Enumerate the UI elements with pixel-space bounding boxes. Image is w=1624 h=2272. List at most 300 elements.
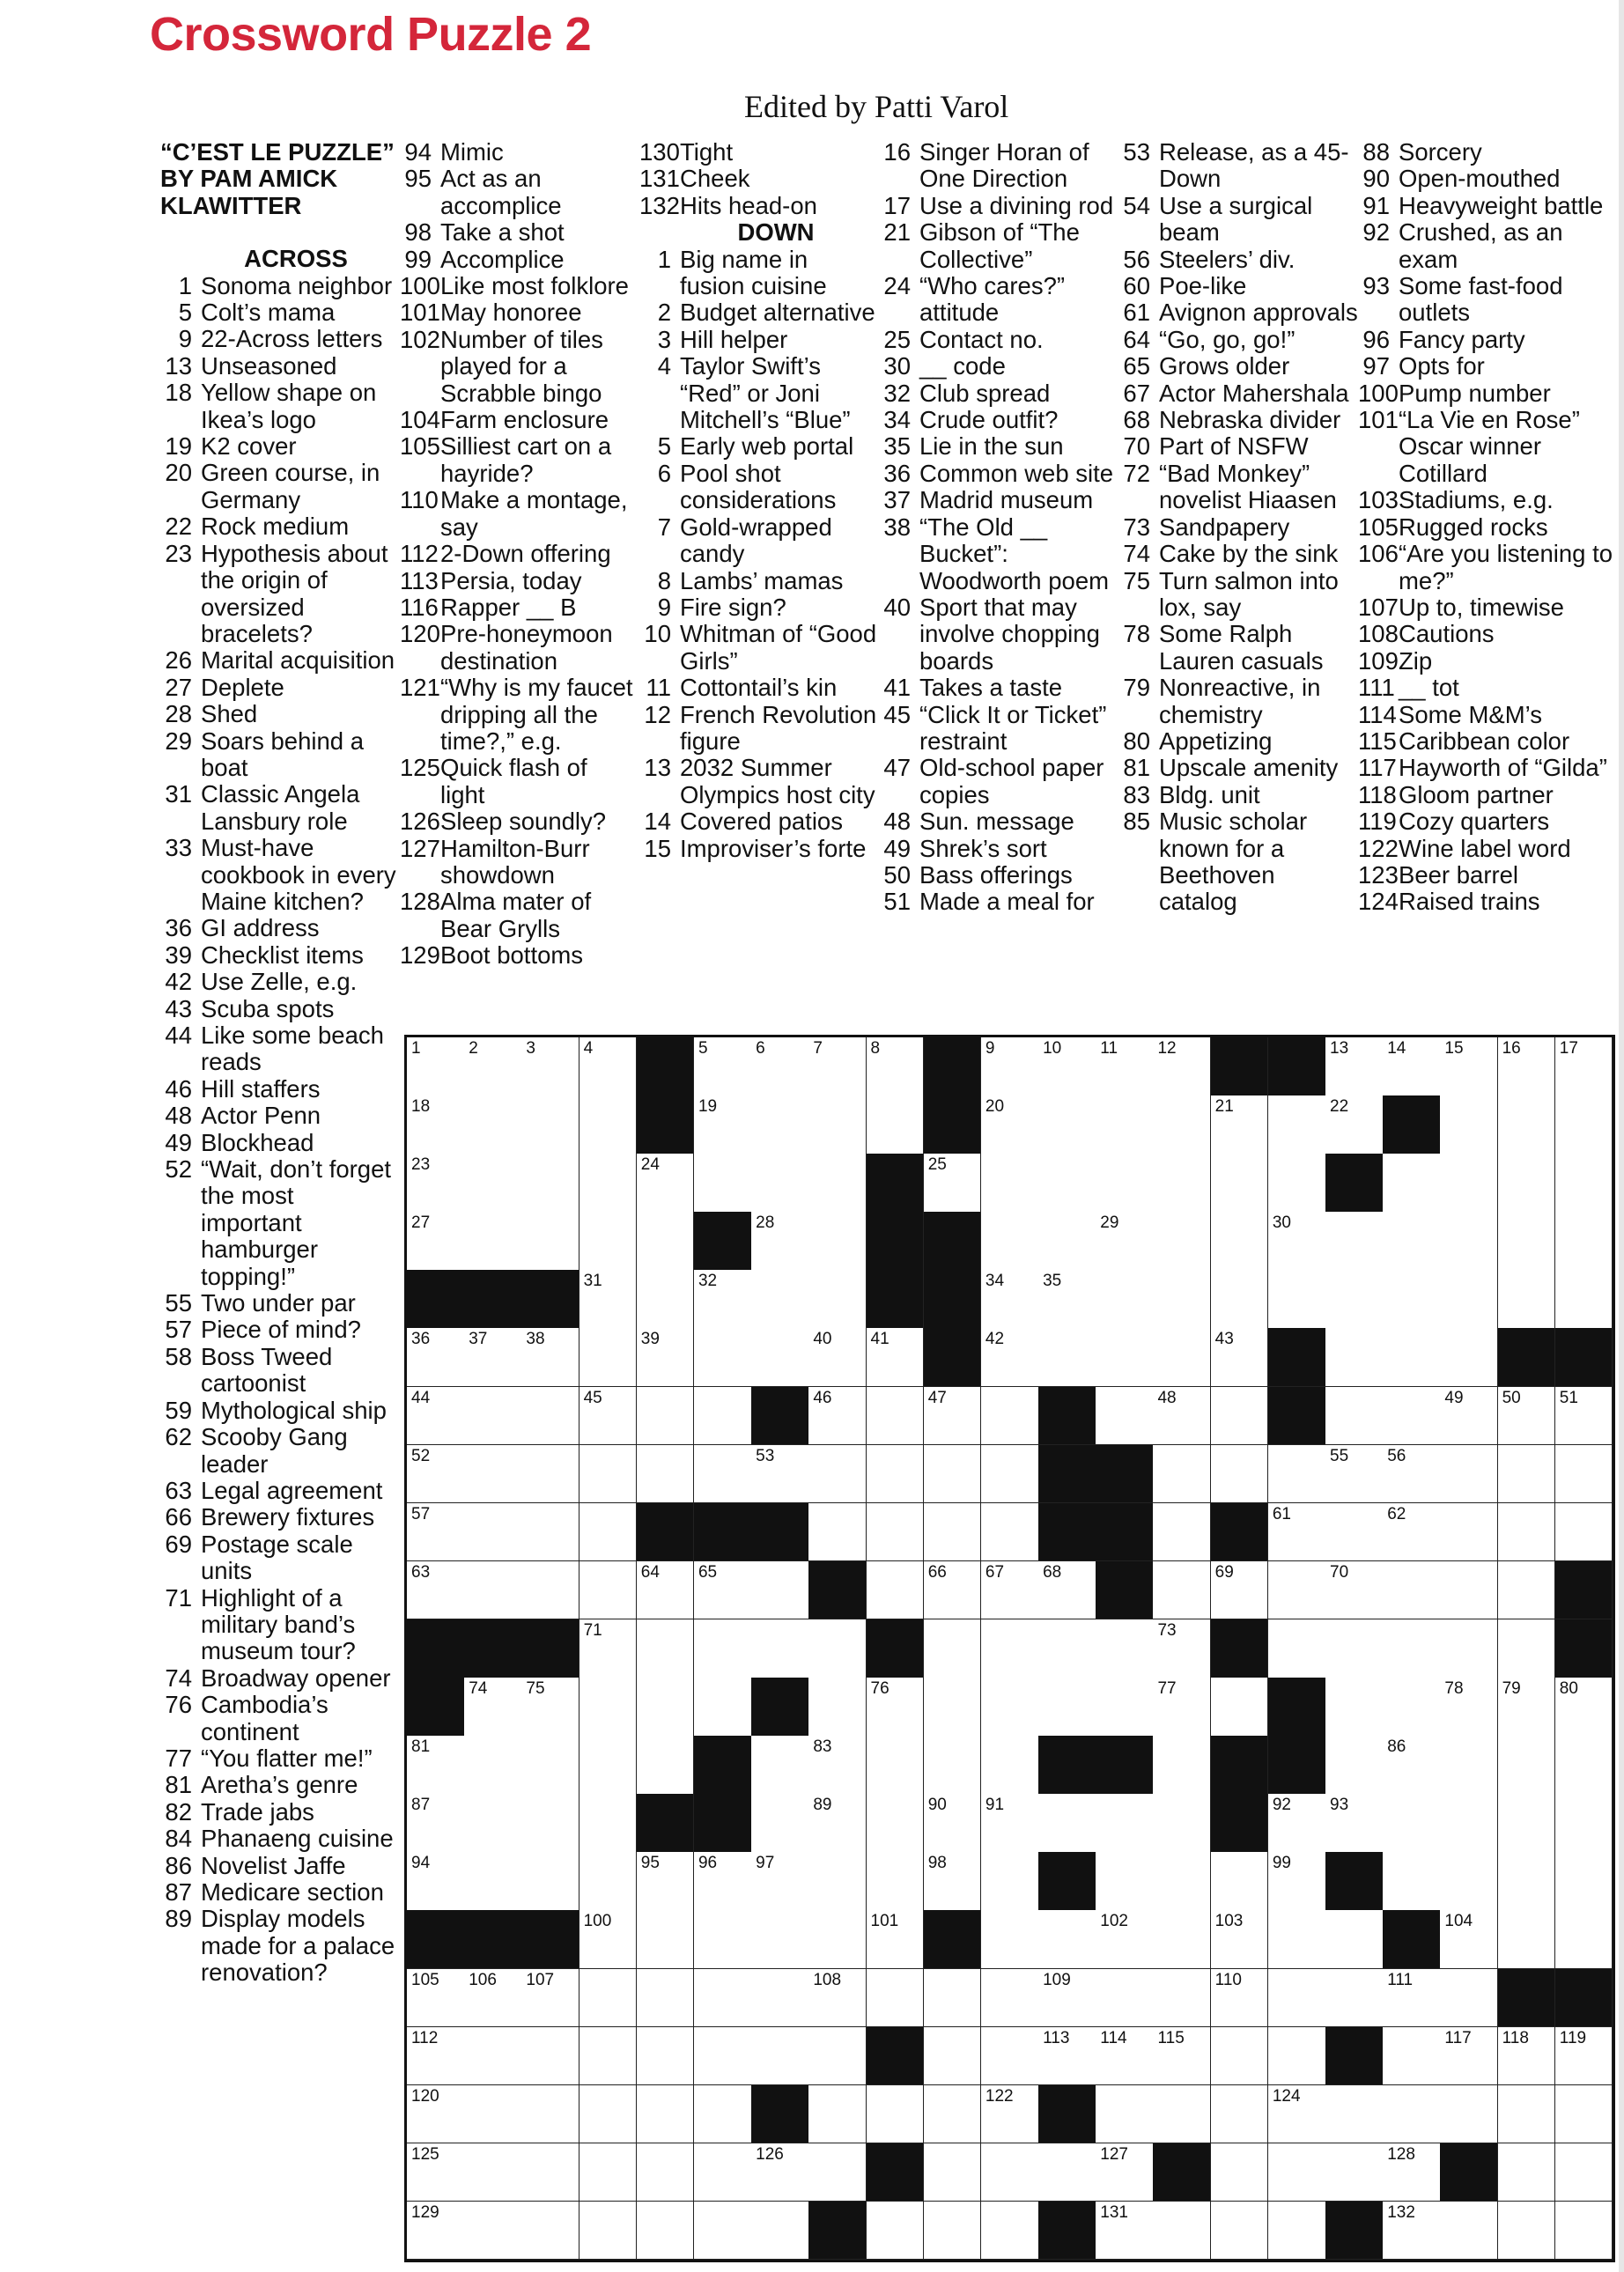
grid-cell[interactable]	[521, 1678, 579, 1737]
grid-cell[interactable]	[1096, 1095, 1154, 1154]
grid-cell[interactable]	[1498, 2027, 1556, 2086]
grid-cell[interactable]	[1325, 1736, 1384, 1795]
grid-cell[interactable]	[867, 1503, 925, 1562]
grid-cell[interactable]	[1440, 1852, 1498, 1911]
grid-cell[interactable]	[579, 1619, 638, 1678]
grid-cell[interactable]	[1268, 1212, 1326, 1271]
grid-cell[interactable]	[637, 1270, 695, 1329]
grid-cell[interactable]	[1211, 1910, 1269, 1969]
grid-cell[interactable]	[981, 1619, 1039, 1678]
grid-cell[interactable]	[1498, 2143, 1556, 2202]
grid-cell[interactable]	[1096, 2202, 1154, 2261]
grid-cell[interactable]	[808, 1445, 867, 1504]
grid-cell[interactable]	[1383, 2027, 1441, 2086]
grid-cell[interactable]	[924, 1561, 982, 1620]
grid-cell[interactable]	[1268, 2085, 1326, 2144]
grid-cell[interactable]	[751, 1794, 809, 1853]
grid-cell[interactable]	[1498, 1852, 1556, 1911]
grid-cell[interactable]	[464, 1212, 522, 1271]
grid-cell[interactable]	[1153, 2202, 1211, 2261]
grid-cell[interactable]	[981, 1037, 1039, 1096]
grid-cell[interactable]	[1038, 1154, 1096, 1213]
crossword-grid[interactable]	[404, 1035, 1615, 2262]
grid-cell[interactable]	[579, 1969, 638, 2028]
grid-cell[interactable]	[1498, 1736, 1556, 1795]
grid-cell[interactable]	[521, 2085, 579, 2144]
grid-cell[interactable]	[924, 1969, 982, 2028]
grid-cell[interactable]	[464, 1095, 522, 1154]
grid-cell[interactable]	[867, 1328, 925, 1387]
grid-cell[interactable]	[1498, 1794, 1556, 1853]
grid-cell[interactable]	[751, 1910, 809, 1969]
grid-cell[interactable]	[1211, 2143, 1269, 2202]
grid-cell[interactable]	[867, 1794, 925, 1853]
grid-cell[interactable]	[808, 2027, 867, 2086]
grid-cell[interactable]	[1383, 2202, 1441, 2261]
grid-cell[interactable]	[579, 1270, 638, 1329]
grid-cell[interactable]	[1440, 2027, 1498, 2086]
grid-cell[interactable]	[694, 1678, 752, 1737]
grid-cell[interactable]	[1440, 1387, 1498, 1446]
grid-cell[interactable]	[1211, 2085, 1269, 2144]
grid-cell[interactable]	[981, 1095, 1039, 1154]
grid-cell[interactable]	[1153, 1445, 1211, 1504]
grid-cell[interactable]	[1211, 1212, 1269, 1271]
grid-cell[interactable]	[637, 1736, 695, 1795]
grid-cell[interactable]	[1440, 1619, 1498, 1678]
grid-cell[interactable]	[1038, 1910, 1096, 1969]
grid-cell[interactable]	[1211, 1270, 1269, 1329]
grid-cell[interactable]	[464, 1154, 522, 1213]
grid-cell[interactable]	[1153, 1678, 1211, 1737]
grid-cell[interactable]	[1211, 1154, 1269, 1213]
grid-cell[interactable]	[1038, 1678, 1096, 1737]
grid-cell[interactable]	[694, 2143, 752, 2202]
grid-cell[interactable]	[1268, 1619, 1326, 1678]
grid-cell[interactable]	[1268, 1910, 1326, 1969]
grid-cell[interactable]	[751, 1852, 809, 1911]
grid-cell[interactable]	[637, 1561, 695, 1620]
grid-cell[interactable]	[1383, 1561, 1441, 1620]
grid-cell[interactable]	[1383, 1445, 1441, 1504]
grid-cell[interactable]	[1325, 1969, 1384, 2028]
grid-cell[interactable]	[1383, 1328, 1441, 1387]
grid-cell[interactable]	[981, 1794, 1039, 1853]
grid-cell[interactable]	[1153, 1969, 1211, 2028]
grid-cell[interactable]	[407, 2027, 465, 2086]
grid-cell[interactable]	[981, 2202, 1039, 2261]
grid-cell[interactable]	[981, 1270, 1039, 1329]
grid-cell[interactable]	[808, 1212, 867, 1271]
grid-cell[interactable]	[808, 1969, 867, 2028]
grid-cell[interactable]	[924, 1794, 982, 1853]
grid-cell[interactable]	[521, 1794, 579, 1853]
grid-cell[interactable]	[1383, 1270, 1441, 1329]
grid-cell[interactable]	[1440, 1736, 1498, 1795]
grid-cell[interactable]	[751, 1212, 809, 1271]
grid-cell[interactable]	[1555, 1794, 1613, 1853]
grid-cell[interactable]	[867, 1561, 925, 1620]
grid-cell[interactable]	[1498, 1154, 1556, 1213]
grid-cell[interactable]	[1325, 1503, 1384, 1562]
grid-cell[interactable]	[981, 2143, 1039, 2202]
grid-cell[interactable]	[521, 1154, 579, 1213]
grid-cell[interactable]	[407, 1328, 465, 1387]
grid-cell[interactable]	[924, 1503, 982, 1562]
grid-cell[interactable]	[694, 1619, 752, 1678]
grid-cell[interactable]	[407, 1969, 465, 2028]
grid-cell[interactable]	[1268, 1445, 1326, 1504]
grid-cell[interactable]	[464, 1037, 522, 1096]
grid-cell[interactable]	[867, 1095, 925, 1154]
grid-cell[interactable]	[867, 2085, 925, 2144]
grid-cell[interactable]	[867, 1445, 925, 1504]
grid-cell[interactable]	[637, 1387, 695, 1446]
grid-cell[interactable]	[1038, 1328, 1096, 1387]
grid-cell[interactable]	[1096, 1969, 1154, 2028]
grid-cell[interactable]	[808, 1387, 867, 1446]
grid-cell[interactable]	[637, 1154, 695, 1213]
grid-cell[interactable]	[521, 1387, 579, 1446]
grid-cell[interactable]	[579, 1910, 638, 1969]
grid-cell[interactable]	[464, 2143, 522, 2202]
grid-cell[interactable]	[1440, 1270, 1498, 1329]
grid-cell[interactable]	[1555, 2202, 1613, 2261]
grid-cell[interactable]	[1211, 1852, 1269, 1911]
grid-cell[interactable]	[1383, 2085, 1441, 2144]
grid-cell[interactable]	[1153, 1154, 1211, 1213]
grid-cell[interactable]	[1153, 1095, 1211, 1154]
grid-cell[interactable]	[637, 2027, 695, 2086]
grid-cell[interactable]	[1498, 2202, 1556, 2261]
grid-cell[interactable]	[407, 1212, 465, 1271]
grid-cell[interactable]	[1325, 1445, 1384, 1504]
grid-cell[interactable]	[1325, 1794, 1384, 1853]
grid-cell[interactable]	[464, 2085, 522, 2144]
grid-cell[interactable]	[1440, 2202, 1498, 2261]
grid-cell[interactable]	[808, 1037, 867, 1096]
grid-cell[interactable]	[1498, 1037, 1556, 1096]
grid-cell[interactable]	[808, 1736, 867, 1795]
grid-cell[interactable]	[867, 2202, 925, 2261]
grid-cell[interactable]	[924, 1736, 982, 1795]
grid-cell[interactable]	[521, 2202, 579, 2261]
grid-cell[interactable]	[924, 1619, 982, 1678]
grid-cell[interactable]	[637, 1910, 695, 1969]
grid-cell[interactable]	[808, 1619, 867, 1678]
grid-cell[interactable]	[637, 1445, 695, 1504]
grid-cell[interactable]	[867, 1969, 925, 2028]
grid-cell[interactable]	[1498, 1095, 1556, 1154]
grid-cell[interactable]	[751, 2027, 809, 2086]
grid-cell[interactable]	[521, 1561, 579, 1620]
grid-cell[interactable]	[751, 1736, 809, 1795]
grid-cell[interactable]	[751, 1095, 809, 1154]
grid-cell[interactable]	[1153, 1619, 1211, 1678]
grid-cell[interactable]	[579, 2202, 638, 2261]
grid-cell[interactable]	[1096, 1270, 1154, 1329]
grid-cell[interactable]	[637, 1969, 695, 2028]
grid-cell[interactable]	[867, 1037, 925, 1096]
grid-cell[interactable]	[694, 1445, 752, 1504]
grid-cell[interactable]	[1038, 1095, 1096, 1154]
grid-cell[interactable]	[1038, 1969, 1096, 2028]
grid-cell[interactable]	[808, 1503, 867, 1562]
grid-cell[interactable]	[637, 2085, 695, 2144]
grid-cell[interactable]	[1325, 1678, 1384, 1737]
grid-cell[interactable]	[579, 1561, 638, 1620]
grid-cell[interactable]	[981, 1678, 1039, 1737]
grid-cell[interactable]	[808, 1328, 867, 1387]
grid-cell[interactable]	[1153, 2027, 1211, 2086]
grid-cell[interactable]	[1383, 1969, 1441, 2028]
grid-cell[interactable]	[924, 1154, 982, 1213]
grid-cell[interactable]	[694, 1095, 752, 1154]
grid-cell[interactable]	[1440, 1794, 1498, 1853]
grid-cell[interactable]	[1038, 2027, 1096, 2086]
grid-cell[interactable]	[981, 1212, 1039, 1271]
grid-cell[interactable]	[867, 1678, 925, 1737]
grid-cell[interactable]	[1096, 1852, 1154, 1911]
grid-cell[interactable]	[1153, 2085, 1211, 2144]
grid-cell[interactable]	[1325, 1270, 1384, 1329]
grid-cell[interactable]	[1325, 1037, 1384, 1096]
grid-cell[interactable]	[637, 1852, 695, 1911]
grid-cell[interactable]	[1498, 1678, 1556, 1737]
grid-cell[interactable]	[808, 1095, 867, 1154]
grid-cell[interactable]	[1383, 1154, 1441, 1213]
grid-cell[interactable]	[464, 1678, 522, 1737]
grid-cell[interactable]	[1211, 1969, 1269, 2028]
grid-cell[interactable]	[1325, 1561, 1384, 1620]
grid-cell[interactable]	[981, 2027, 1039, 2086]
grid-cell[interactable]	[1096, 1328, 1154, 1387]
grid-cell[interactable]	[924, 2027, 982, 2086]
grid-cell[interactable]	[579, 1794, 638, 1853]
grid-cell[interactable]	[751, 2143, 809, 2202]
grid-cell[interactable]	[1555, 1095, 1613, 1154]
grid-cell[interactable]	[694, 1561, 752, 1620]
grid-cell[interactable]	[579, 1678, 638, 1737]
grid-cell[interactable]	[521, 2027, 579, 2086]
grid-cell[interactable]	[1555, 1212, 1613, 1271]
grid-cell[interactable]	[407, 1037, 465, 1096]
grid-cell[interactable]	[1440, 1445, 1498, 1504]
grid-cell[interactable]	[694, 1387, 752, 1446]
grid-cell[interactable]	[1096, 1794, 1154, 1853]
grid-cell[interactable]	[867, 1736, 925, 1795]
grid-cell[interactable]	[1268, 1270, 1326, 1329]
grid-cell[interactable]	[464, 1852, 522, 1911]
grid-cell[interactable]	[1498, 2085, 1556, 2144]
grid-cell[interactable]	[407, 1387, 465, 1446]
grid-cell[interactable]	[1383, 1678, 1441, 1737]
grid-cell[interactable]	[1383, 1387, 1441, 1446]
grid-cell[interactable]	[464, 1328, 522, 1387]
grid-cell[interactable]	[521, 1852, 579, 1911]
grid-cell[interactable]	[407, 1794, 465, 1853]
grid-cell[interactable]	[867, 1387, 925, 1446]
grid-cell[interactable]	[1153, 1736, 1211, 1795]
grid-cell[interactable]	[579, 1154, 638, 1213]
grid-cell[interactable]	[1268, 1969, 1326, 2028]
grid-cell[interactable]	[464, 1387, 522, 1446]
grid-cell[interactable]	[579, 1736, 638, 1795]
grid-cell[interactable]	[407, 1736, 465, 1795]
grid-cell[interactable]	[924, 1852, 982, 1911]
grid-cell[interactable]	[1096, 1910, 1154, 1969]
grid-cell[interactable]	[1555, 1387, 1613, 1446]
grid-cell[interactable]	[407, 2143, 465, 2202]
grid-cell[interactable]	[1325, 1095, 1384, 1154]
grid-cell[interactable]	[1325, 1910, 1384, 1969]
grid-cell[interactable]	[1096, 1154, 1154, 1213]
grid-cell[interactable]	[579, 2143, 638, 2202]
grid-cell[interactable]	[1383, 1794, 1441, 1853]
grid-cell[interactable]	[1268, 2027, 1326, 2086]
grid-cell[interactable]	[981, 1969, 1039, 2028]
grid-cell[interactable]	[1096, 2027, 1154, 2086]
grid-cell[interactable]	[694, 1969, 752, 2028]
grid-cell[interactable]	[924, 2143, 982, 2202]
grid-cell[interactable]	[751, 1969, 809, 2028]
grid-cell[interactable]	[694, 1852, 752, 1911]
grid-cell[interactable]	[981, 1328, 1039, 1387]
grid-cell[interactable]	[694, 1154, 752, 1213]
grid-cell[interactable]	[1153, 1270, 1211, 1329]
grid-cell[interactable]	[1498, 1619, 1556, 1678]
grid-cell[interactable]	[867, 1910, 925, 1969]
grid-cell[interactable]	[1038, 1037, 1096, 1096]
grid-cell[interactable]	[521, 1503, 579, 1562]
grid-cell[interactable]	[521, 1037, 579, 1096]
grid-cell[interactable]	[1153, 1328, 1211, 1387]
grid-cell[interactable]	[1096, 2143, 1154, 2202]
grid-cell[interactable]	[1555, 2027, 1613, 2086]
grid-cell[interactable]	[637, 2202, 695, 2261]
grid-cell[interactable]	[808, 1270, 867, 1329]
grid-cell[interactable]	[1440, 1503, 1498, 1562]
grid-cell[interactable]	[694, 2085, 752, 2144]
grid-cell[interactable]	[579, 1037, 638, 1096]
grid-cell[interactable]	[464, 1794, 522, 1853]
grid-cell[interactable]	[924, 2202, 982, 2261]
grid-cell[interactable]	[1440, 1154, 1498, 1213]
grid-cell[interactable]	[1325, 1328, 1384, 1387]
grid-cell[interactable]	[1096, 1619, 1154, 1678]
grid-cell[interactable]	[637, 2143, 695, 2202]
grid-cell[interactable]	[808, 1794, 867, 1853]
grid-cell[interactable]	[981, 1387, 1039, 1446]
grid-cell[interactable]	[1153, 1852, 1211, 1911]
grid-cell[interactable]	[1440, 1328, 1498, 1387]
grid-cell[interactable]	[579, 1212, 638, 1271]
grid-cell[interactable]	[464, 1969, 522, 2028]
grid-cell[interactable]	[579, 1387, 638, 1446]
grid-cell[interactable]	[579, 1852, 638, 1911]
grid-cell[interactable]	[1211, 1095, 1269, 1154]
grid-cell[interactable]	[521, 1445, 579, 1504]
grid-cell[interactable]	[1498, 1387, 1556, 1446]
grid-cell[interactable]	[1096, 2085, 1154, 2144]
grid-cell[interactable]	[464, 2202, 522, 2261]
grid-cell[interactable]	[1325, 1387, 1384, 1446]
grid-cell[interactable]	[1498, 1910, 1556, 1969]
grid-cell[interactable]	[1325, 1212, 1384, 1271]
grid-cell[interactable]	[1211, 1387, 1269, 1446]
grid-cell[interactable]	[1096, 1678, 1154, 1737]
grid-cell[interactable]	[1153, 1212, 1211, 1271]
grid-cell[interactable]	[1268, 1095, 1326, 1154]
grid-cell[interactable]	[1268, 1794, 1326, 1853]
grid-cell[interactable]	[1153, 1561, 1211, 1620]
grid-cell[interactable]	[694, 2202, 752, 2261]
grid-cell[interactable]	[1555, 1736, 1613, 1795]
grid-cell[interactable]	[981, 1154, 1039, 1213]
grid-cell[interactable]	[1383, 1852, 1441, 1911]
grid-cell[interactable]	[1153, 1794, 1211, 1853]
grid-cell[interactable]	[1325, 1619, 1384, 1678]
grid-cell[interactable]	[1440, 1095, 1498, 1154]
grid-cell[interactable]	[694, 1037, 752, 1096]
grid-cell[interactable]	[1383, 1503, 1441, 1562]
grid-cell[interactable]	[808, 2085, 867, 2144]
grid-cell[interactable]	[1038, 2143, 1096, 2202]
grid-cell[interactable]	[1153, 1387, 1211, 1446]
grid-cell[interactable]	[808, 1678, 867, 1737]
grid-cell[interactable]	[1038, 1619, 1096, 1678]
grid-cell[interactable]	[751, 1561, 809, 1620]
grid-cell[interactable]	[924, 1445, 982, 1504]
grid-cell[interactable]	[981, 2085, 1039, 2144]
grid-cell[interactable]	[1555, 2085, 1613, 2144]
grid-cell[interactable]	[751, 1270, 809, 1329]
grid-cell[interactable]	[1555, 1910, 1613, 1969]
grid-cell[interactable]	[981, 1561, 1039, 1620]
grid-cell[interactable]	[1383, 1736, 1441, 1795]
grid-cell[interactable]	[407, 1852, 465, 1911]
grid-cell[interactable]	[981, 1852, 1039, 1911]
grid-cell[interactable]	[867, 1852, 925, 1911]
grid-cell[interactable]	[1268, 1503, 1326, 1562]
grid-cell[interactable]	[407, 1445, 465, 1504]
grid-cell[interactable]	[1555, 1445, 1613, 1504]
grid-cell[interactable]	[637, 1328, 695, 1387]
grid-cell[interactable]	[1440, 1910, 1498, 1969]
grid-cell[interactable]	[751, 1619, 809, 1678]
grid-cell[interactable]	[1153, 1910, 1211, 1969]
grid-cell[interactable]	[1268, 2143, 1326, 2202]
grid-cell[interactable]	[1440, 2085, 1498, 2144]
grid-cell[interactable]	[521, 1736, 579, 1795]
grid-cell[interactable]	[637, 1678, 695, 1737]
grid-cell[interactable]	[1211, 1445, 1269, 1504]
grid-cell[interactable]	[637, 1212, 695, 1271]
grid-cell[interactable]	[521, 1212, 579, 1271]
grid-cell[interactable]	[464, 1736, 522, 1795]
grid-cell[interactable]	[1096, 1387, 1154, 1446]
grid-cell[interactable]	[751, 1154, 809, 1213]
grid-cell[interactable]	[1555, 2143, 1613, 2202]
grid-cell[interactable]	[981, 1445, 1039, 1504]
grid-cell[interactable]	[694, 2027, 752, 2086]
grid-cell[interactable]	[1325, 2143, 1384, 2202]
grid-cell[interactable]	[1498, 1212, 1556, 1271]
grid-cell[interactable]	[981, 1736, 1039, 1795]
grid-cell[interactable]	[1268, 1154, 1326, 1213]
grid-cell[interactable]	[1555, 1270, 1613, 1329]
grid-cell[interactable]	[1268, 2202, 1326, 2261]
